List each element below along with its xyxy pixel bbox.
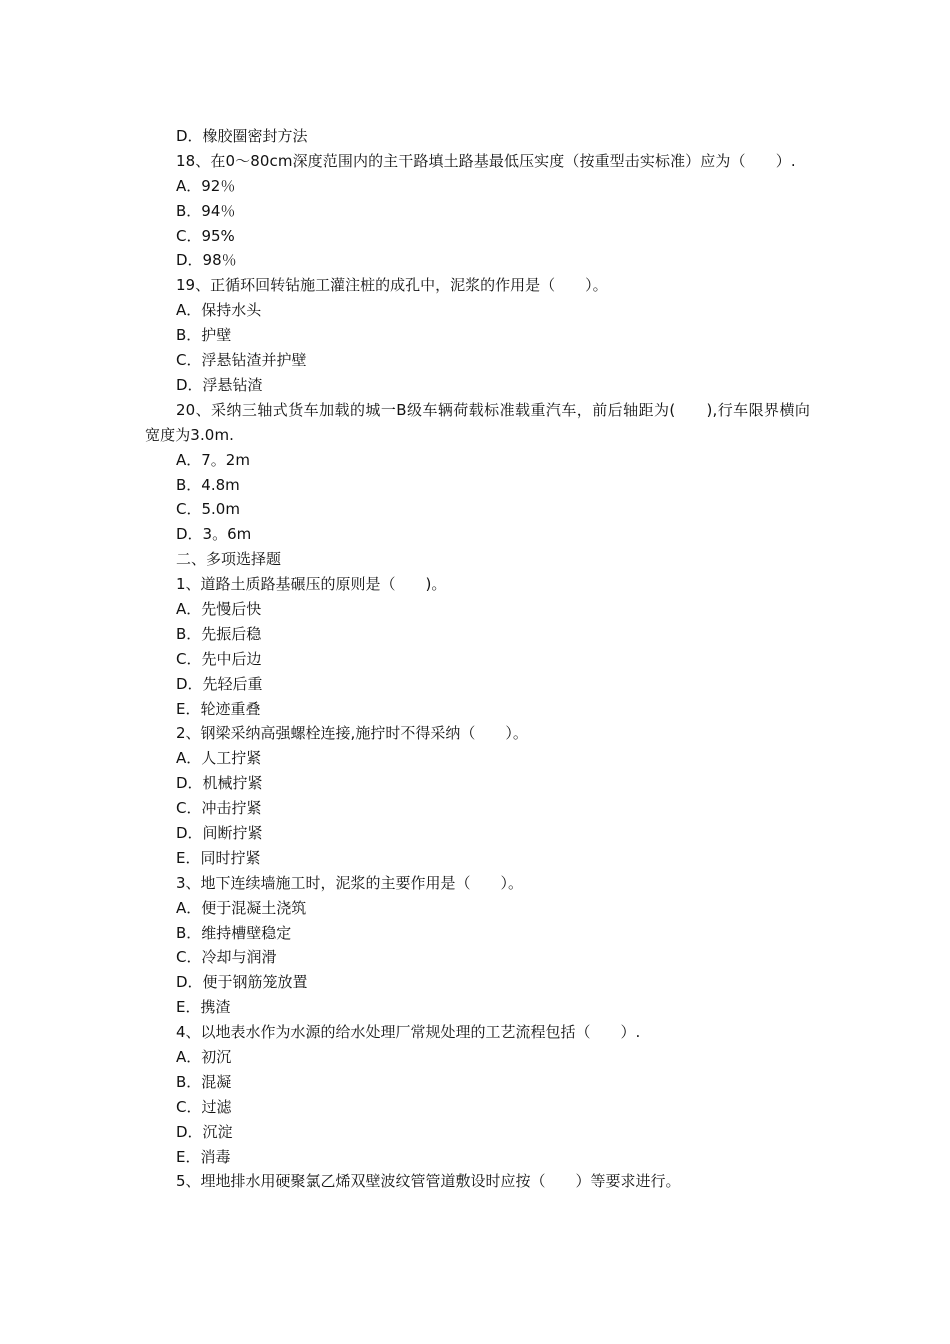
- answer-option: A．先慢后快: [176, 599, 262, 618]
- answer-option: D．先轻后重: [176, 674, 263, 693]
- question-text: 1、道路土质路基碾压的原则是（ )。: [176, 575, 447, 594]
- answer-option: B．94％: [176, 201, 236, 220]
- answer-option: E．同时拧紧: [176, 848, 261, 867]
- answer-option: C．5.0m: [176, 500, 240, 519]
- answer-option: C．浮悬钻渣并护壁: [176, 351, 307, 370]
- answer-option: E．轮迹重叠: [176, 699, 261, 718]
- answer-option: E．消毒: [176, 1147, 231, 1166]
- answer-option: B．4.8m: [176, 475, 240, 494]
- answer-option: D．浮悬钻渣: [176, 375, 263, 394]
- answer-option: C．先中后边: [176, 649, 262, 668]
- answer-option: B．维持槽壁稳定: [176, 923, 292, 942]
- question-text: 20、采纳三轴式货车加载的城一B级车辆荷载标准载重汽车，前后轴距为( ),行车限界横向宽度为3.0m.: [145, 400, 810, 444]
- answer-option: D．沉淀: [176, 1122, 233, 1141]
- question-text: 4、以地表水作为水源的给水处理厂常规处理的工艺流程包括（ ）.: [176, 1023, 641, 1042]
- answer-option: D．98％: [176, 251, 237, 270]
- answer-option: C．冷却与润滑: [176, 948, 277, 967]
- answer-option: D．3。6m: [176, 525, 252, 544]
- question-text: 18、在0～80cm深度范围内的主干路填土路基最低压实度（按重型击实标准）应为（ ）.: [176, 151, 796, 170]
- answer-option: B．混凝: [176, 1072, 232, 1091]
- document-body: [145, 124, 810, 1194]
- question-text: 5、埋地排水用硬聚氯乙烯双壁波纹管管道敷设时应按（ ）等要求进行。: [176, 1172, 681, 1191]
- answer-option: E．携渣: [176, 998, 231, 1017]
- answer-option: B．护壁: [176, 326, 232, 345]
- answer-option: B．先振后稳: [176, 624, 262, 643]
- answer-option: A．人工拧紧: [176, 749, 262, 768]
- answer-option: D．便于钢筋笼放置: [176, 973, 308, 992]
- answer-option: A．初沉: [176, 1048, 232, 1066]
- answer-option: D．橡胶圈密封方法: [176, 127, 308, 145]
- answer-option: D．间断拧紧: [176, 823, 263, 842]
- answer-option: A．便于混凝土浇筑: [176, 898, 307, 917]
- question-text: 2、钢梁采纳高强螺栓连接,施拧时不得采纳（ ）。: [176, 724, 528, 743]
- answer-option: C．过滤: [176, 1097, 232, 1116]
- answer-option: A．保持水头: [176, 301, 262, 320]
- answer-option: C．冲击拧紧: [176, 799, 262, 818]
- question-text: 19、正循环回转钻施工灌注桩的成孔中，泥浆的作用是（ ）。: [176, 276, 608, 295]
- answer-option: A．7。2m: [176, 450, 250, 469]
- section-heading: 二、多项选择题: [176, 550, 282, 569]
- answer-option: A．92％: [176, 176, 236, 195]
- answer-option: C．95%: [176, 226, 235, 245]
- question-text: 3、地下连续墙施工时，泥浆的主要作用是（ ）。: [176, 873, 524, 892]
- answer-option: D．机械拧紧: [176, 774, 263, 793]
